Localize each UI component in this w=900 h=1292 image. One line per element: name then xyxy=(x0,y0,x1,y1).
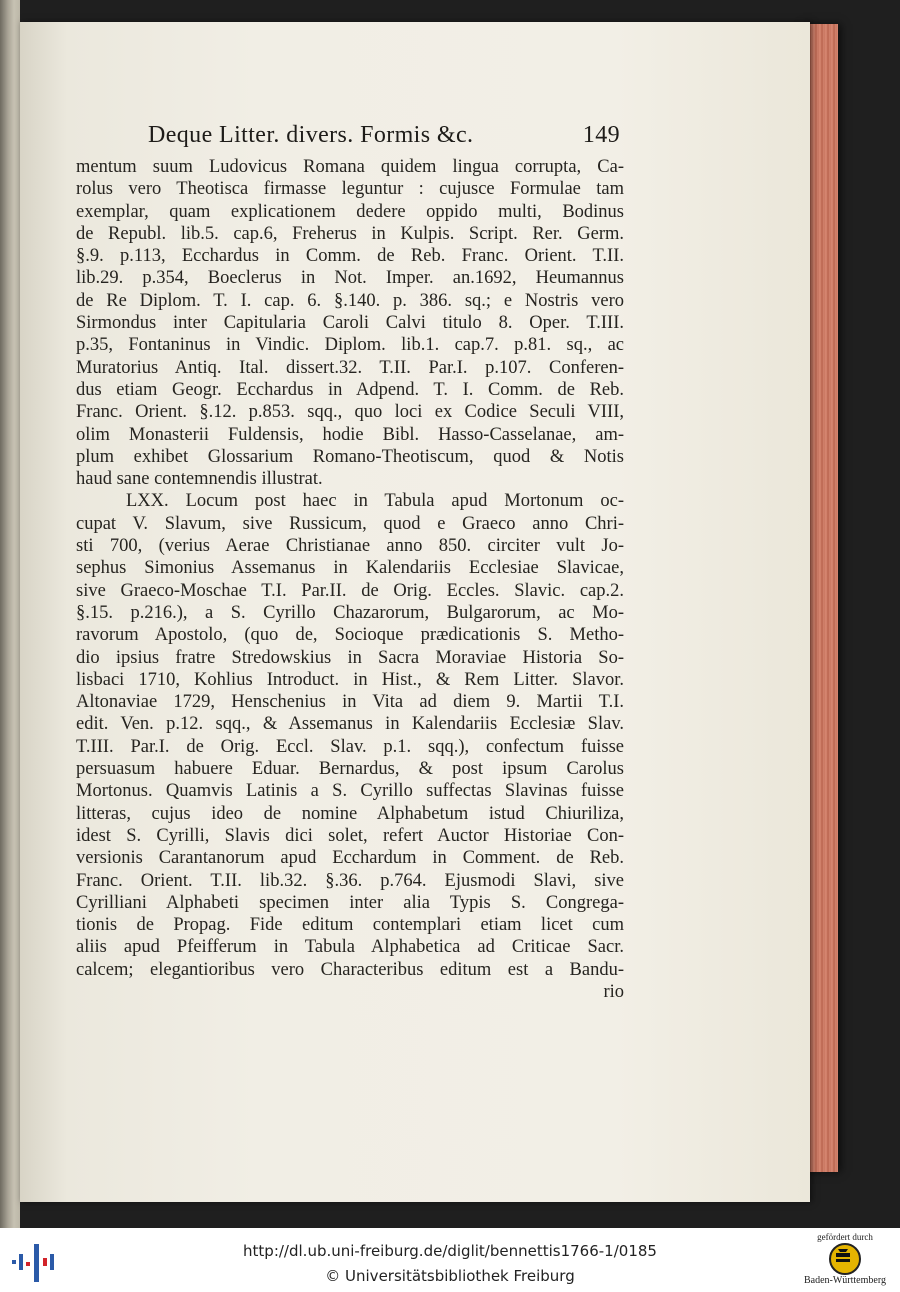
text-line: exemplar, quam explicationem dedere oppido multi, Bodinus xyxy=(76,201,624,222)
text-line: mentum suum Ludovicus Romana quidem lingua corrupta, Ca- xyxy=(76,157,624,177)
text-line: Sirmondus inter Capitularia Caroli Calvi titulo 8. Oper. T.III. xyxy=(76,313,624,334)
text-line: de Republ. lib.5. cap.6, Freherus in Kulpis. Script. Rer. Germ. xyxy=(76,223,624,244)
text-line: §.9. p.113, Ecchardus in Comm. de Reb. Franc. Orient. T.II. xyxy=(76,246,624,267)
sponsor-name: Baden-Württemberg xyxy=(803,1275,886,1286)
text-line: plum exhibet Glossarium Romano-Theotiscum, quod & Notis xyxy=(76,446,624,467)
text-line: dio ipsius fratre Stredowskius in Sacra Moraviae Historia So- xyxy=(76,647,624,668)
sponsor-caption: gefördert durch xyxy=(817,1232,873,1242)
copyright-notice: © Universitätsbibliothek Freiburg xyxy=(325,1267,575,1285)
book-binding xyxy=(0,0,20,1228)
text-line: sti 700, (verius Aerae Christianae anno 850. circiter vult Jo- xyxy=(76,536,624,557)
text-line: cupat V. Slavum, sive Russicum, quod e Graeco anno Chri- xyxy=(76,513,624,534)
text-line: persuasum habuere Eduar. Bernardus, & post ipsum Carolus xyxy=(76,759,624,780)
text-line: Cyrilliani Alphabeti specimen inter alia Typis S. Congrega- xyxy=(76,892,624,913)
text-line: lib.29. p.354, Boeclerus in Not. Imper. an.1692, Heumannus xyxy=(76,268,624,289)
viewer-footer xyxy=(0,1228,900,1292)
text-line: edit. Ven. p.12. sqq., & Assemanus in Kalendariis Ecclesiæ Slav. xyxy=(76,714,624,735)
catchword: rio xyxy=(603,981,624,1002)
text-line: tionis de Propag. Fide editum contemplari etiam licet cum xyxy=(76,915,624,936)
text-line: versionis Carantanorum apud Ecchardum in Comment. de Reb. xyxy=(76,848,624,869)
sponsor-block xyxy=(790,1232,900,1292)
text-line: T.III. Par.I. de Orig. Eccl. Slav. p.1. sqq.), confectum fuisse xyxy=(76,736,624,757)
text-line: sive Graeco-Moschae T.I. Par.II. de Orig. Eccles. Slavic. cap.2. xyxy=(76,580,624,601)
text-line: de Re Diplom. T. I. cap. 6. §.140. p. 386. sq.; e Nostris vero xyxy=(76,290,624,311)
text-line: p.35, Fontaninus in Vindic. Diplom. lib.1. cap.7. p.81. sq., ac xyxy=(76,335,624,356)
text-line: calcem; elegantioribus vero Characteribus editum est a Bandu- xyxy=(76,959,624,980)
text-line: §.15. p.216.), a S. Cyrillo Chazarorum, Bulgarorum, ac Mo- xyxy=(76,602,624,623)
text-line: olim Monasterii Fuldensis, hodie Bibl. Hasso-Casselanae, am- xyxy=(76,424,624,445)
permalink-url[interactable]: http://dl.ub.uni-freiburg.de/diglit/bennettis1766-1/0185 xyxy=(243,1242,657,1260)
text-line: rolus vero Theotisca firmasse leguntur : cujusce Formulae tam xyxy=(76,179,624,200)
text-line: idest S. Cyrilli, Slavis dici solet, refert Auctor Historiae Con- xyxy=(76,825,624,846)
text-line: Muratorius Antiq. Ital. dissert.32. T.II. Par.I. p.107. Conferen- xyxy=(76,357,624,378)
text-line: Altonaviae 1729, Henschenius in Vita ad diem 9. Martii T.I. xyxy=(76,692,624,713)
paragraph-start-line: LXX. Locum post haec in Tabula apud Mortonum oc- xyxy=(126,491,624,512)
text-line: ravorum Apostolo, (quo de, Socioque prædicationis S. Metho- xyxy=(76,625,624,646)
text-line: litteras, cujus ideo de nomine Alphabetum istud Chiuriliza, xyxy=(76,803,624,824)
text-line: lisbaci 1710, Kohlius Introduct. in Hist., & Rem Litter. Slavor. xyxy=(76,669,624,690)
text-line: sephus Simonius Assemanus in Kalendariis Ecclesiae Slavicae, xyxy=(76,558,624,579)
text-line: haud sane contemnendis illustrat. xyxy=(76,469,323,490)
text-line: dus etiam Geogr. Ecchardus in Adpend. T. I. Comm. de Reb. xyxy=(76,379,624,400)
text-line: aliis apud Pfeifferum in Tabula Alphabetica ad Criticae Sacr. xyxy=(76,937,624,958)
page-number: 149 xyxy=(582,122,620,148)
body-text xyxy=(76,156,624,1003)
text-line: Mortonus. Quamvis Latinis a S. Cyrillo suffectas Slavinas fuisse xyxy=(76,781,624,802)
text-line: Franc. Orient. T.II. lib.32. §.36. p.764. Ejusmodi Slavi, sive xyxy=(76,870,624,891)
header-title: Deque Litter. divers. Formis &c. xyxy=(148,122,474,148)
baden-wuerttemberg-seal-icon xyxy=(829,1243,861,1275)
running-header xyxy=(148,122,620,154)
text-line: Franc. Orient. §.12. p.853. sqq., quo loci ex Codice Seculi VIII, xyxy=(76,402,624,423)
